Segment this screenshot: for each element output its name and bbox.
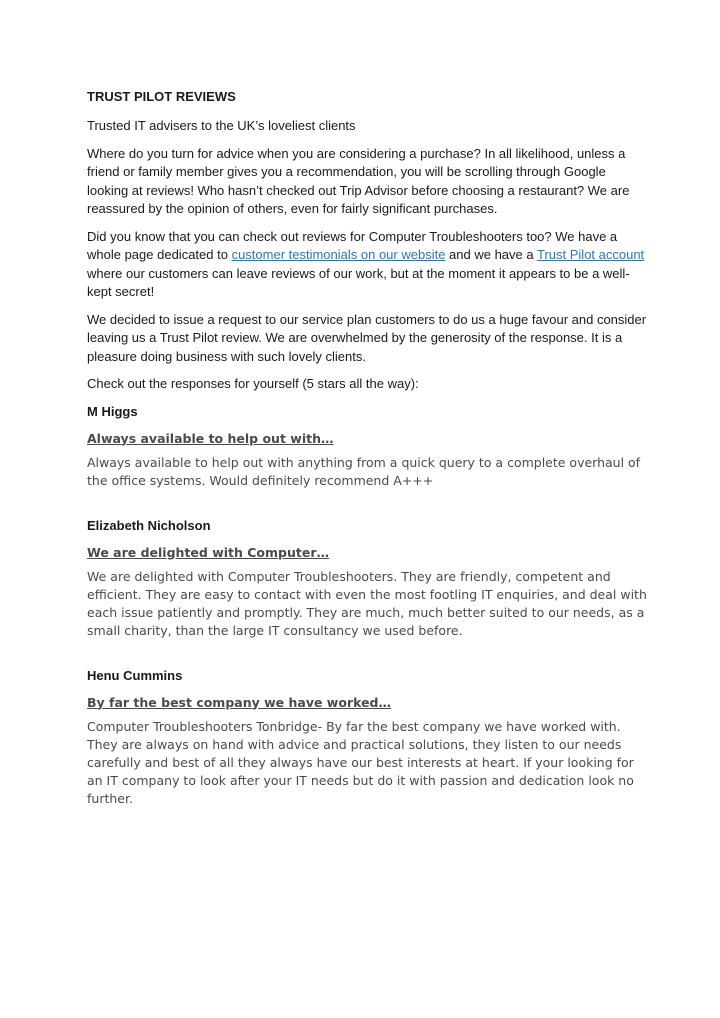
reviewer-name: Henu Cummins: [87, 667, 183, 683]
request-paragraph: We decided to issue a request to our service plan customers to do us a huge favour and consider leaving us a Trust Pilot review. We are overwhelmed by the generosity of the response. It is a pleasure doing business with such lovely clients.: [87, 311, 647, 364]
review-body: We are delighted with Computer Troubleshooters. They are friendly, competent and efficient. They are easy to contact with even the most footling IT enquiries, and deal with each issue patiently and promptly. They are much, much better suited to our needs, as a small charity, than the large IT consultancy we used before.: [87, 568, 647, 638]
intro-paragraph: Where do you turn for advice when you are considering a purchase? In all likelihood, unless a friend or family member gives you a recommendation, you will be scrolling through Google looking at reviews! Who hasn’t checked out Trip Advisor before choosing a restaurant? We are reassured by the opinion of others, even for fairly significant purchases.: [87, 145, 630, 216]
review-title: We are delighted with Computer…: [87, 544, 330, 560]
page-title: TRUST PILOT REVIEWS: [87, 89, 236, 104]
customer-testimonials-link[interactable]: customer testimonials on our website: [231, 247, 446, 262]
p2-text-after: where our customers can leave reviews of our work, but at the moment it appears to be a well-kept secret!: [87, 265, 630, 299]
reviewer-name: Elizabeth Nicholson: [87, 517, 211, 533]
trust-pilot-account-link[interactable]: Trust Pilot account: [537, 247, 645, 262]
p2-text-between: and we have a: [445, 247, 537, 262]
review-title: Always available to help out with…: [87, 430, 334, 446]
reviewer-name: M Higgs: [87, 403, 138, 419]
review-body: Computer Troubleshooters Tonbridge- By far the best company we have worked with. They are always on hand with advice and practical solutions, they listen to our needs carefully and best of all they always have our best interests at heart. If your looking for an IT company to look after your IT needs but do it with passion and dedication look no further.: [87, 718, 634, 806]
review-m-higgs: [87, 403, 647, 490]
responses-intro: Check out the responses for yourself (5 stars all the way):: [87, 376, 419, 391]
p2-text-before: Did you know that you can check out reviews for Computer Troubleshooters too? We have a whole page dedicated to: [87, 228, 618, 262]
review-body: Always available to help out with anything from a quick query to a complete overhaul of the office systems. Would definitely recommend A+++: [87, 454, 641, 488]
testimonials-paragraph: [87, 228, 647, 302]
review-elizabeth-nicholson: [87, 517, 647, 640]
review-henu-cummins: [87, 667, 647, 808]
subtitle: Trusted IT advisers to the UK’s loveliest clients: [87, 118, 356, 133]
document-page: [87, 88, 647, 835]
review-title: By far the best company we have worked…: [87, 694, 392, 710]
